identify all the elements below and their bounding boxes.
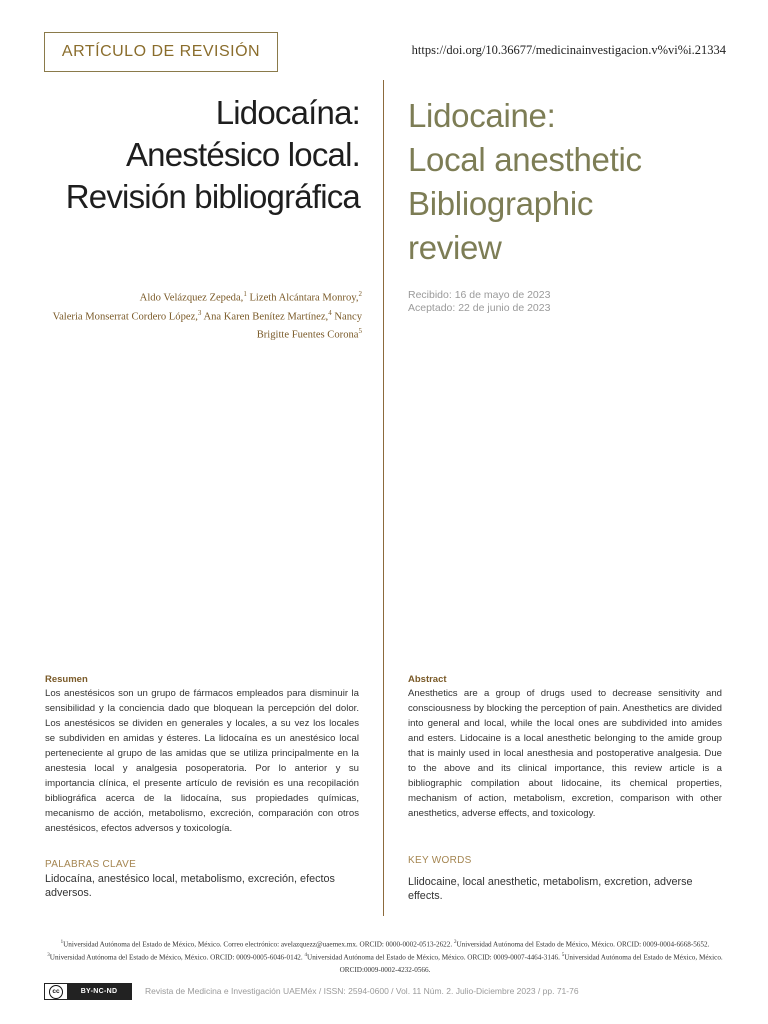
title-spanish [20,92,360,218]
resumen-heading: Resumen [45,674,88,685]
key-words-text: Llidocaine, local anesthetic, metabolism, excretion, adverse effects. [408,876,693,902]
author-list [30,287,362,343]
journal-info: Revista de Medicina e Investigación UAEMéx / ISSN: 2594-0600 / Vol. 11 Núm. 2. Julio-Diciembre 2023 / pp. 71-76 [145,986,579,996]
abstract-heading: Abstract [408,674,447,685]
abstract-text: Anesthetics are a group of drugs used to decrease sensitivity and consciousness by blocking the perception of pain. Anesthetics are divided into general and local, while the local ones are subdivided into amides and esters. Lidocaine is a local anesthetic belonging to the amide group that is mainly used in local anesthesia and postoperative analgesia. Due to the above and its clinical importance, this review article is a bibliographic compilation about lidocaine, its chemical properties, mechanism of action, metabolism, excretion, comparison with other anesthetics, adverse effects, and toxicology. [408,688,722,819]
key-words-heading: KEY WORDS [408,855,472,866]
accepted-date: Aceptado: 22 de junio de 2023 [408,302,551,314]
received-date: Recibido: 16 de mayo de 2023 [408,289,551,301]
title-en-line: review [408,229,502,266]
title-es-line: Revisión bibliográfica [65,178,360,215]
title-en-line: Lidocaine: [408,97,556,134]
creative-commons-icon: cc [45,984,67,999]
title-en-line: Local anesthetic [408,141,642,178]
palabras-clave-heading: PALABRAS CLAVE [45,859,137,870]
title-en-line: Bibliographic [408,185,594,222]
column-divider [383,80,384,916]
submission-dates [408,289,708,315]
author-line: Valeria Monserrat Cordero López,$^3$ Ana Karen Benítez Martínez,$^4$ Nancy [52,308,362,323]
cc-license-badge[interactable] [44,983,132,1000]
title-es-line: Lidocaína: [215,94,360,131]
affiliation-footnotes: $^1$Universidad Autónoma del Estado de México, México. Correo electrónico: avelazquezz@uaemex.mx. ORCID: 0000-0002-0513-2622. $^2$Universidad Autónoma del Estado de México, México. ORCID: 0009-0004-6668-5652. $^3$Universidad Autónoma del Estado de México, México. ORCID: 0009-0005-6046-0142. $^4$Universidad Autónoma del Estado de México, México. ORCID: 0009-0007-4464-3146. $^5$Universidad Autónoma del Estado de México, México. ORCID:0009-0002-4232-0566. [47,940,723,974]
author-line: Aldo Velázquez Zepeda,$^1$ Lizeth Alcántara Monroy,$^2$ [139,290,362,304]
doi-link[interactable]: https://doi.org/10.36677/medicinainvestigacion.v%vi%i.21334 [411,43,726,57]
article-type-badge: ARTÍCULO DE REVISIÓN [44,32,278,72]
palabras-clave-text: Lidocaína, anestésico local, metabolismo, excreción, efectos adversos. [45,873,335,899]
license-label: BY-NC-ND [67,984,131,999]
resumen-text: Los anestésicos son un grupo de fármacos empleados para disminuir la sensibilidad y la conciencia dado que bloquean la percepción del dolor. Los anestésicos se dividen en generales y locales, a su vez los locales se subdividen en amidas y ésteres. La lidocaína es un anestésico local perteneciente al grupo de las amidas que se utiliza principalmente en la anestesia local y analgesia posoperatoria. Por lo anterior y su importancia clínica, el presente artículo de revisión es una recopilación bibliográfica acerca de la lidocaína, sus propiedades químicas, mecanismo de acción, metabolismo, excreción, comparación con otros anestésicos, efectos adversos y toxicología. [45,688,359,834]
title-english [408,94,738,270]
author-line: Brigitte Fuentes Corona$^5$ [256,327,362,341]
title-es-line: Anestésico local. [125,136,360,173]
